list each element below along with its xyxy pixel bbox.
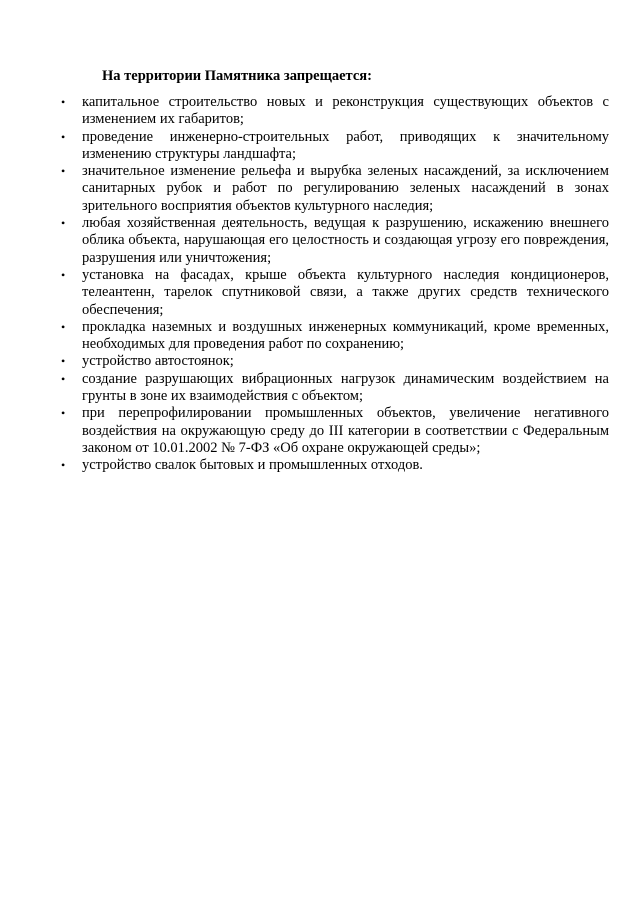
list-item-text: значительное изменение рельефа и вырубка зеленых насаждений, за исключением санитарных рубок и работ по регулированию зеленых насаждений в зонах зрительного восприятия объектов культурного наследия; bbox=[82, 163, 609, 214]
list-item-text: капитальное строительство новых и реконструкция существующих объектов с изменением их габаритов; bbox=[82, 94, 609, 128]
list-item-text: создание разрушающих вибрационных нагрузок динамическим воздействием на грунты в зоне их взаимодействия с объектом; bbox=[82, 370, 609, 405]
list-item-text: любая хозяйственная деятельность, ведущая к разрушению, искажению внешнего облика объекта, нарушающая его целостность и создающая угрозу его повреждения, разрушения или уничтожения; bbox=[82, 215, 609, 266]
list-item bbox=[0, 94, 640, 129]
bullet-icon: • bbox=[61, 406, 66, 421]
bullet-icon: • bbox=[61, 129, 66, 144]
list-item bbox=[0, 371, 640, 406]
bullet-icon: • bbox=[61, 267, 66, 282]
list-item bbox=[0, 405, 640, 457]
list-item bbox=[0, 319, 640, 354]
bullet-icon: • bbox=[61, 458, 66, 473]
prohibitions-list bbox=[0, 94, 640, 475]
bullet-icon: • bbox=[61, 164, 66, 179]
list-item bbox=[0, 267, 640, 319]
list-item-text: при перепрофилировании промышленных объектов, увеличение негативного воздействия на окружающую среду до III категории в соответствии с Федеральным законом от 10.01.2002 № 7-ФЗ «Об охране окружающей среды»; bbox=[82, 405, 609, 456]
bullet-icon: • bbox=[61, 371, 66, 386]
list-item-text: устройство свалок бытовых и промышленных отходов. bbox=[82, 457, 423, 474]
section-heading: На территории Памятника запрещается: bbox=[102, 68, 372, 84]
list-item-text: проведение инженерно-строительных работ, приводящих к значительному изменению структуры ландшафта; bbox=[82, 128, 609, 162]
list-item bbox=[0, 215, 640, 267]
list-item-text: устройство автостоянок; bbox=[82, 353, 234, 370]
bullet-icon: • bbox=[61, 216, 66, 231]
bullet-icon: • bbox=[61, 354, 66, 369]
list-item-text: установка на фасадах, крыше объекта культурного наследия кондиционеров, телеантенн, тарелок спутниковой связи, а также других средств технического обеспечения; bbox=[82, 266, 609, 318]
list-item bbox=[0, 353, 640, 370]
list-item-text: прокладка наземных и воздушных инженерных коммуникаций, кроме временных, необходимых для проведения работ по сохранению; bbox=[82, 318, 609, 353]
bullet-icon: • bbox=[61, 319, 66, 334]
list-item bbox=[0, 163, 640, 215]
bullet-icon: • bbox=[61, 95, 66, 109]
list-item bbox=[0, 129, 640, 164]
list-item bbox=[0, 457, 640, 474]
